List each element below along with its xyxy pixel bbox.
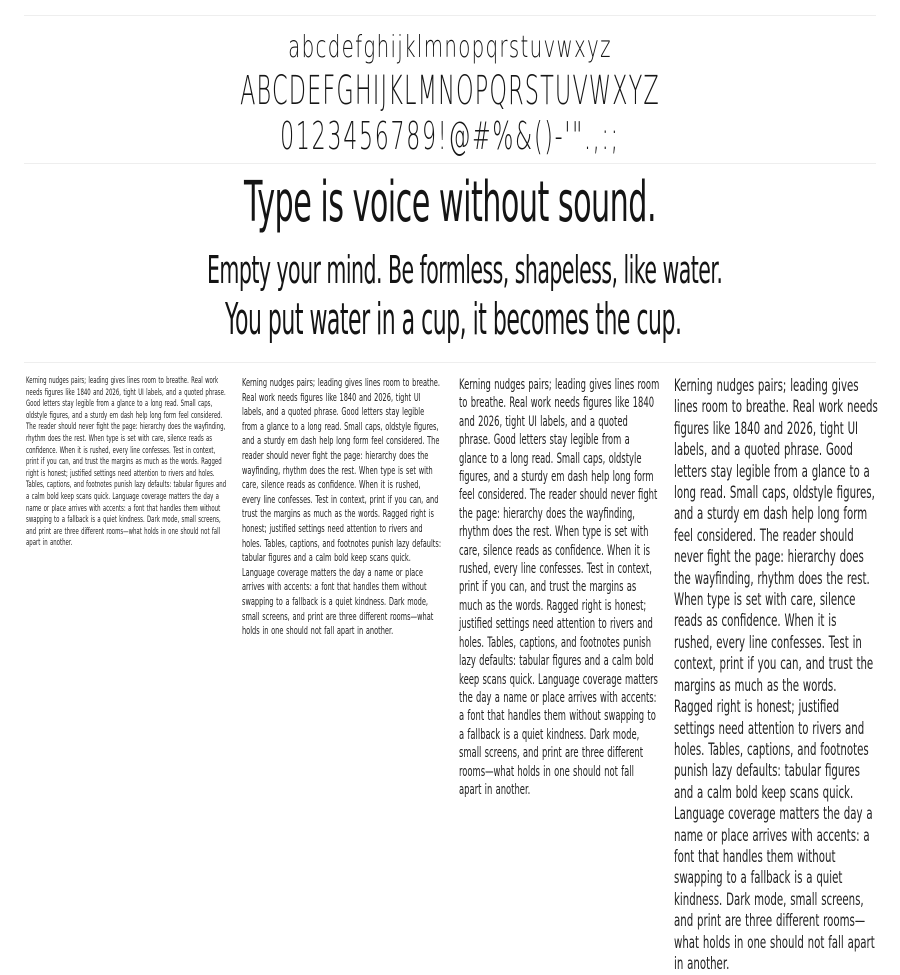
- paragraph-sample-smallest: [26, 376, 230, 549]
- paragraph-text: Kerning nudges pairs; leading gives lines room to breathe. Real work needs figures like 1840 and 2026, tight UI labels, and a quoted phrase. Good letters stay legible from a glance to a long read. Small caps, oldstyle figures, and a sturdy em dash help long form feel considered. The reader should never fight the page: hierarchy does the wayfinding, rhythm does the rest. When type is set with care, silence reads as confidence. When it is rushed, every line confesses. Test in context, print if you can, and trust the margins as much as the words. Ragged right is honest; justified settings need attention to rivers and holes. Tables, captions, and footnotes punish lazy defaults: tabular figures and a calm bold keep scans quick. Language coverage matters the day a name or place arrives with accents: a font that handles them without swapping to a fallback is a quiet kindness. Dark mode, small screens, and print are three different rooms—what holds in one should not fall apart in another.: [242, 376, 442, 638]
- uppercase-glyph-row: ABCDEFGHIJKLMNOPQRSTUVWXYZ: [240, 68, 660, 114]
- divider: [24, 362, 876, 363]
- lowercase-glyph-row: abcdefghijklmnopqrstuvwxyz: [288, 30, 612, 65]
- paragraph-sample-small: [242, 376, 442, 638]
- paragraph-text: Kerning nudges pairs; leading gives lines room to breathe. Real work needs figures like 1840 and 2026, tight UI labels, and a quoted phrase. Good letters stay legible from a glance to a long read. Small caps, oldstyle figures, and a sturdy em dash help long form feel considered. The reader should never fight the page: hierarchy does the wayfinding, rhythm does the rest. When type is set with care, silence reads as confidence. When it is rushed, every line confesses. Test in context, print if you can, and trust the margins as much as the words. Ragged right is honest; justified settings need attention to rivers and holes. Tables, captions, and footnotes punish lazy defaults: tabular figures and a calm bold keep scans quick. Language coverage matters the day a name or place arrives with accents: a font that handles them without swapping to a fallback is a quiet kindness. Dark mode, small screens, and print are three different rooms—what holds in one should not fall apart in another.: [674, 376, 878, 974]
- display-line-medium: Empty your mind. Be formless, shapeless, like water.: [206, 248, 723, 292]
- paragraph-text: Kerning nudges pairs; leading gives lines room to breathe. Real work needs figures like 1840 and 2026, tight UI labels, and a quoted phrase. Good letters stay legible from a glance to a long read. Small caps, oldstyle figures, and a sturdy em dash help long form feel considered. The reader should never fight the page: hierarchy does the wayfinding, rhythm does the rest. When type is set with care, silence reads as confidence. When it is rushed, every line confesses. Test in context, print if you can, and trust the margins as much as the words. Ragged right is honest; justified settings need attention to rivers and holes. Tables, captions, and footnotes punish lazy defaults: tabular figures and a calm bold keep scans quick. Language coverage matters the day a name or place arrives with accents: a font that handles them without swapping to a fallback is a quiet kindness. Dark mode, small screens, and print are three different rooms—what holds in one should not fall apart in another.: [26, 376, 227, 549]
- divider: [24, 163, 876, 164]
- display-line-large: Type is voice without sound.: [243, 170, 657, 235]
- paragraph-text: Kerning nudges pairs; leading gives lines room to breathe. Real work needs figures like 1840 and 2026, tight UI labels, and a quoted phrase. Good letters stay legible from a glance to a long read. Small caps, oldstyle figures, and a sturdy em dash help long form feel considered. The reader should never fight the page: hierarchy does the wayfinding, rhythm does the rest. When type is set with care, silence reads as confidence. When it is rushed, every line confesses. Test in context, print if you can, and trust the margins as much as the words. Ragged right is honest; justified settings need attention to rivers and holes. Tables, captions, and footnotes punish lazy defaults: tabular figures and a calm bold keep scans quick. Language coverage matters the day a name or place arrives with accents: a font that handles them without swapping to a fallback is a quiet kindness. Dark mode, small screens, and print are three different rooms—what holds in one should not fall apart in another.: [459, 377, 660, 798]
- figures-glyph-row: 0123456789!@#%&()-'".,:;: [280, 114, 620, 158]
- paragraph-sample-medium: [459, 376, 660, 798]
- divider: [24, 15, 876, 16]
- display-line-medium: You put water in a cup, it becomes the cup.: [225, 294, 682, 345]
- paragraph-sample-large: [674, 376, 878, 974]
